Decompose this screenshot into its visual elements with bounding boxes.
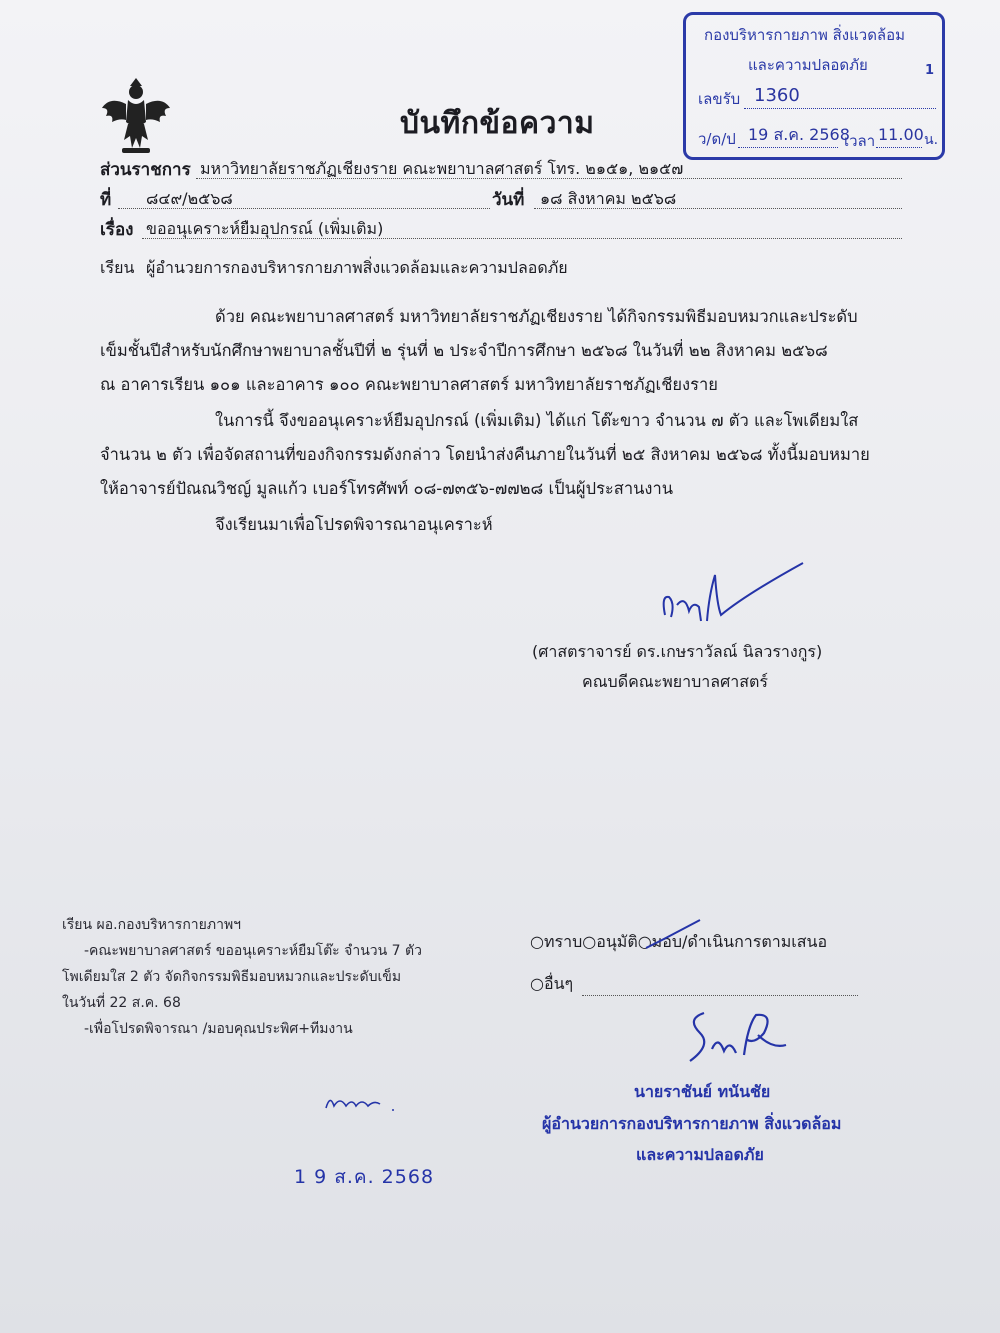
reference-value: ๘๔๙/๒๕๖๘ xyxy=(146,189,233,208)
option-circle-2: ○ xyxy=(582,932,597,951)
p1-line2: เข็มชั้นปีสำหรับนักศึกษาพยาบาลชั้นปีที่ ๒ รุ่นที่ ๒ ประจำปีการศึกษา ๒๕๖๘ ในวันที่ ๒๒ สิงหาคม ๒๕๖๘ xyxy=(100,341,828,360)
note-initials xyxy=(322,1088,402,1116)
stamp-date-label: ว/ด/ป xyxy=(698,130,736,148)
option-assign: มอบ/ดำเนินการตามเสนอ xyxy=(651,932,828,951)
stamp-date-value: 19 ส.ค. 2568 xyxy=(748,125,850,144)
approval-check-mark xyxy=(644,918,704,954)
stamp-mark: 1 xyxy=(924,63,934,78)
director-name: นายราชันย์ ทนันชัย xyxy=(634,1082,771,1101)
body-paragraph-2 xyxy=(100,404,902,506)
body-paragraph-1 xyxy=(100,300,902,402)
p2-line3: ให้อาจารย์ปัณณวิชญ์ มูลแก้ว เบอร์โทรศัพท์ ๐๘-๗๓๕๖-๗๗๒๘ เป็นผู้ประสานงาน xyxy=(100,479,674,498)
recipient-label: เรียน xyxy=(100,258,135,277)
decision-other xyxy=(530,972,573,997)
director-signature xyxy=(682,1005,792,1067)
stamp-office-line1: กองบริหารกายภาพ สิ่งแวดล้อม xyxy=(704,26,906,44)
receipt-stamp xyxy=(683,12,945,160)
option-acknowledge: ทราบ xyxy=(543,932,583,951)
option-other: อื่นๆ xyxy=(543,974,574,993)
recipient-value: ผู้อำนวยการกองบริหารกายภาพสิ่งแวดล้อมและความปลอดภัย xyxy=(146,258,568,277)
signer-position: คณบดีคณะพยาบาลศาสตร์ xyxy=(582,672,768,691)
subject-label: เรื่อง xyxy=(100,220,134,240)
subject-value: ขออนุเคราะห์ยืมอุปกรณ์ (เพิ่มเติม) xyxy=(146,219,384,238)
p1-line1: ด้วย คณะพยาบาลศาสตร์ มหาวิทยาลัยราชภัฏเชียงราย ได้กิจกรรมพิธีมอบหมวกและประดับ xyxy=(215,307,858,326)
dean-signature xyxy=(655,555,815,635)
p2-line1: ในการนี้ จึงขออนุเคราะห์ยืมอุปกรณ์ (เพิ่มเติม) ได้แก่ โต๊ะขาว จำนวน ๗ ตัว และโพเดียมใส xyxy=(215,411,859,430)
note-line3: โพเดียมใส 2 ตัว จัดกิจกรรมพิธีมอบหมวกและประดับเข็ม xyxy=(62,969,402,985)
director-title-line1: ผู้อำนวยการกองบริหารกายภาพ สิ่งแวดล้อม xyxy=(542,1114,842,1133)
document-title: บันทึกข้อความ xyxy=(400,106,595,141)
stamp-time-value: 11.00 xyxy=(878,125,924,144)
stamp-office-line2: และความปลอดภัย xyxy=(748,56,868,74)
note-line1: เรียน ผอ.กองบริหารกายภาพฯ xyxy=(62,917,242,933)
note-line2: -คณะพยาบาลศาสตร์ ขออนุเคราะห์ยืมโต๊ะ จำนวน 7 ตัว xyxy=(84,943,422,959)
agency-label: ส่วนราชการ xyxy=(100,160,191,180)
director-title-line2: และความปลอดภัย xyxy=(636,1145,764,1164)
stamp-time-unit: น. xyxy=(924,132,939,148)
agency-value: มหาวิทยาลัยราชภัฏเชียงราย คณะพยาบาลศาสตร์ โทร. ๒๑๕๑, ๒๑๕๗ xyxy=(200,159,684,178)
option-approve: อนุมัติ xyxy=(596,932,638,951)
routing-note xyxy=(62,912,422,1042)
date-value: ๑๘ สิงหาคม ๒๕๖๘ xyxy=(540,189,677,208)
date-label: วันที่ xyxy=(492,190,525,210)
option-circle-3: ○ xyxy=(637,932,652,951)
option-circle-1: ○ xyxy=(530,932,544,951)
stamp-receipt-label: เลขรับ xyxy=(698,90,741,108)
closing-line: จึงเรียนมาเพื่อโปรดพิจารณาอนุเคราะห์ xyxy=(215,515,493,534)
stamp-time-label: เวลา xyxy=(844,132,876,150)
stamp-receipt-number: 1360 xyxy=(754,85,800,106)
note-line4: ในวันที่ 22 ส.ค. 68 xyxy=(62,995,181,1011)
note-date-stamp: 1 9 ส.ค. 2568 xyxy=(294,1166,435,1188)
note-line5: -เพื่อโปรดพิจารณา /มอบคุณประพิศ+ทีมงาน xyxy=(84,1021,353,1037)
signer-name: (ศาสตราจารย์ ดร.เกษราวัลณ์ นิลวรางกูร) xyxy=(532,642,823,661)
garuda-emblem-icon xyxy=(100,78,172,156)
p1-line3: ณ อาคารเรียน ๑๐๑ และอาคาร ๑๐๐ คณะพยาบาลศาสตร์ มหาวิทยาลัยราชภัฏเชียงราย xyxy=(100,375,718,394)
option-circle-4: ○ xyxy=(530,974,544,993)
reference-label: ที่ xyxy=(100,190,112,210)
p2-line2: จำนวน ๒ ตัว เพื่อจัดสถานที่ของกิจกรรมดังกล่าว โดยนำส่งคืนภายในวันที่ ๒๕ สิงหาคม ๒๕๖๘ ทั้งนี้มอบหมาย xyxy=(100,445,870,464)
